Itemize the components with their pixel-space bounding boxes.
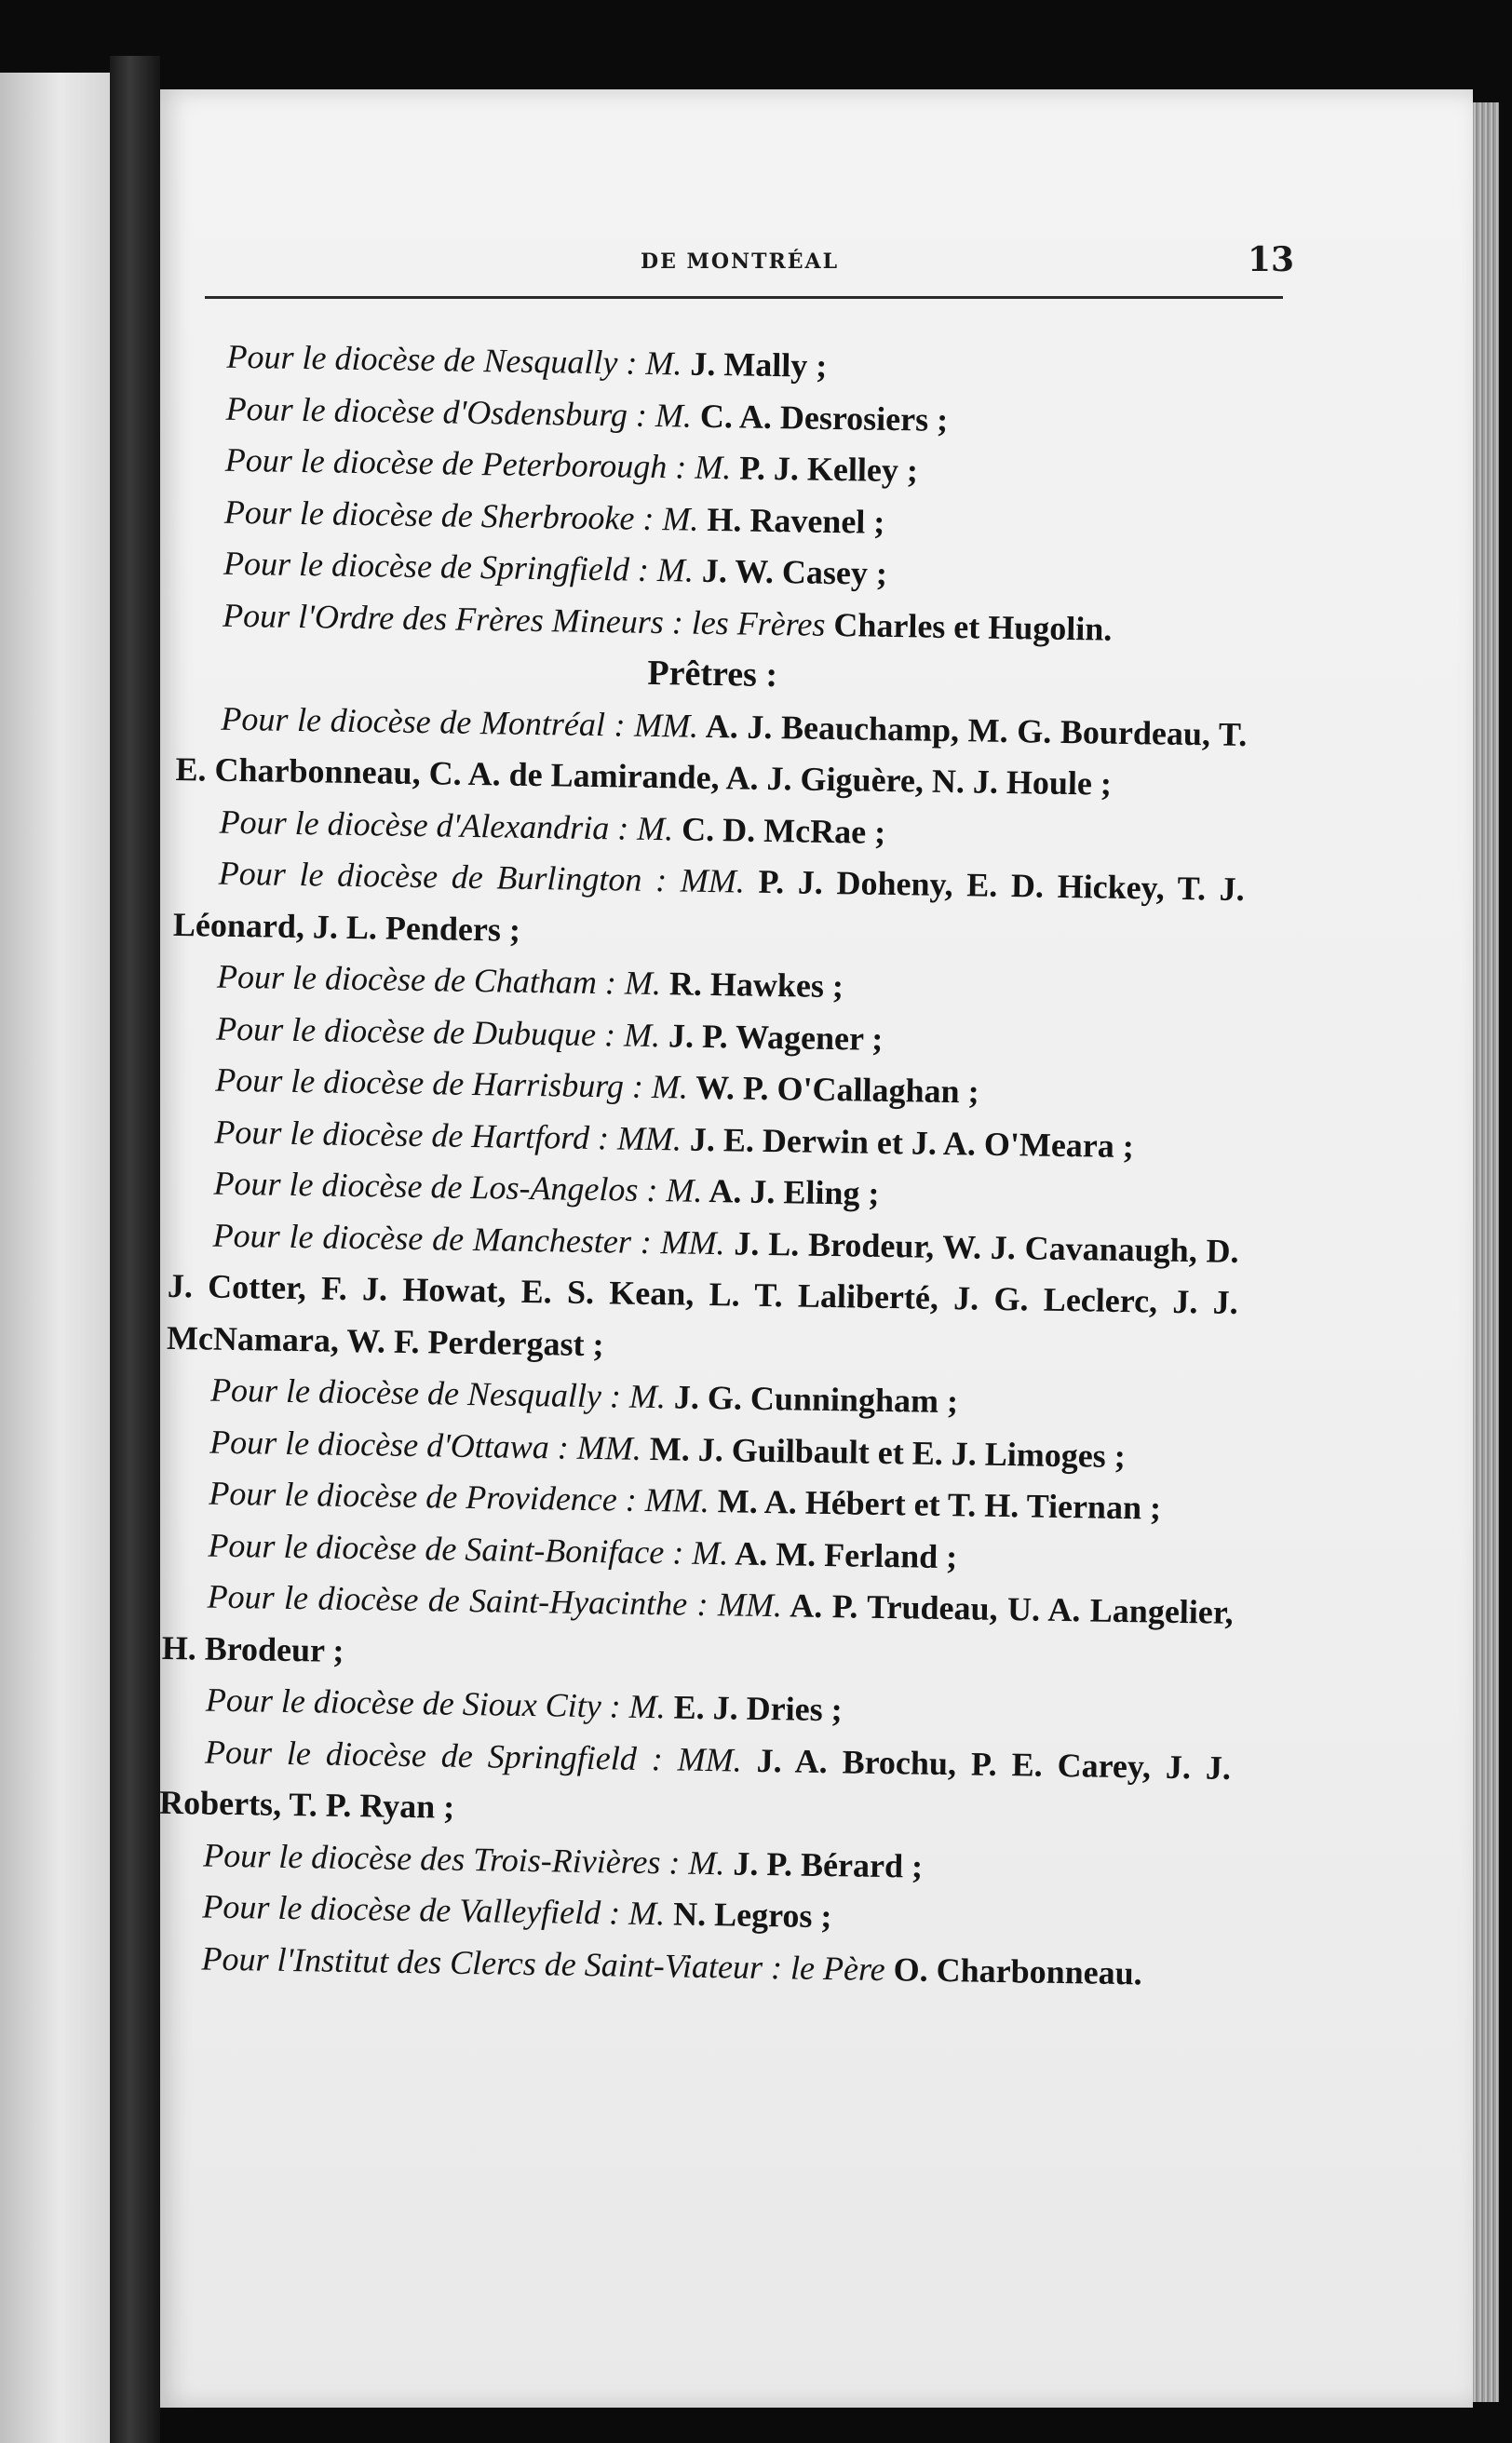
names: C. A. Desrosiers ;	[691, 397, 949, 439]
list-entry	[167, 1208, 1239, 1381]
page-fore-edge	[1473, 102, 1499, 2402]
diocese-label: Pour le diocèse de Providence : MM.	[209, 1474, 710, 1520]
diocese-label: Pour le diocèse de Los-Angelos : M.	[213, 1164, 703, 1209]
names: C. D. McRae ;	[672, 809, 886, 851]
names: N. Legros ;	[664, 1895, 832, 1936]
diocese-label: Pour le diocèse de Montréal : MM.	[221, 699, 699, 745]
diocese-label: Pour le diocèse de Sherbrooke : M.	[223, 493, 699, 538]
diocese-label: Pour le diocèse de Saint-Boniface : M.	[208, 1526, 729, 1572]
diocese-label: Pour le diocèse de Springfield : M.	[223, 544, 695, 589]
priests-list	[156, 692, 1248, 2000]
names: M. A. Hébert et T. H. Tiernan ;	[709, 1482, 1162, 1527]
diocese-label: Pour le diocèse d'Ottawa : MM.	[209, 1423, 642, 1467]
book-gutter	[110, 56, 160, 2443]
diocese-label: Pour le diocèse de Saint-Hyacinthe : MM.	[207, 1577, 783, 1625]
diocese-label: Pour le diocèse de Burlington : MM.	[218, 854, 746, 900]
names: R. Hawkes ;	[660, 965, 844, 1006]
list-entry	[175, 692, 1248, 812]
diocese-label: Pour le diocèse de Manchester : MM.	[212, 1216, 725, 1262]
diocese-label: Pour le diocèse de Nesqually : M.	[209, 1370, 667, 1416]
names: P. J. Doheny, E. D. Hickey, T. J. Léonard, J. L. Penders ;	[172, 862, 1246, 949]
page-number: 13	[1248, 240, 1295, 279]
names: A. J. Beauchamp, M. G. Bourdeau, T. E. Charbonneau, C. A. de Lamirande, A. J. Giguère, N. J. Houle ;	[175, 707, 1248, 803]
diocese-label: Pour l'Ordre des Frères Mineurs : les Frères	[222, 596, 826, 643]
names: J. W. Casey ;	[693, 551, 888, 592]
page-body	[156, 331, 1253, 2001]
names: J. L. Brodeur, W. J. Cavanaugh, D. J. Cotter, F. J. Howat, E. S. Kean, L. T. Laliberté, J. G. Leclerc, J. J. McNamara, W. F. Perdergast ;	[166, 1223, 1239, 1363]
names: E. J. Dries ;	[665, 1688, 843, 1729]
list-entry	[161, 1571, 1234, 1691]
list-entry	[159, 1725, 1232, 1845]
diocese-label: Pour le diocèse d'Alexandria : M.	[219, 803, 674, 847]
diocese-label: Pour le diocèse des Trois-Rivières : M.	[202, 1836, 725, 1882]
diocese-label: Pour le diocèse de Chatham : M.	[216, 957, 662, 1003]
names: W. P. O'Callaghan ;	[687, 1068, 979, 1111]
names: P. J. Kelley ;	[730, 449, 919, 490]
bishops-list	[178, 331, 1253, 657]
names: A. P. Trudeau, U. A. Langelier, H. Brodeur ;	[161, 1586, 1234, 1669]
diocese-label: Pour le diocèse de Hartford : MM.	[214, 1113, 682, 1158]
diocese-label: Pour le diocèse de Peterborough : M.	[224, 440, 732, 487]
section-heading: Prêtres :	[647, 653, 778, 695]
names: M. J. Guilbault et E. J. Limoges ;	[641, 1429, 1127, 1475]
names: A. M. Ferland ;	[727, 1533, 958, 1575]
header-rule	[205, 296, 1283, 299]
diocese-label: Pour le diocèse de Harrisburg : M.	[215, 1060, 689, 1106]
names: J. E. Derwin et J. A. O'Meara ;	[681, 1120, 1135, 1165]
names: J. Mally ;	[682, 344, 828, 385]
names: O. Charbonneau.	[884, 1950, 1143, 1991]
list-entry	[173, 847, 1246, 967]
names: J. P. Bérard ;	[724, 1843, 924, 1885]
running-head: DE MONTRÉAL	[641, 250, 840, 274]
names: J. P. Wagener ;	[659, 1016, 884, 1058]
diocese-label: Pour le diocèse de Nesqually : M.	[226, 337, 682, 383]
names: H. Ravenel ;	[698, 500, 885, 541]
facing-page-edge	[0, 73, 110, 2443]
names: J. G. Cunningham ;	[665, 1378, 959, 1421]
names: A. J. Eling ;	[702, 1171, 880, 1212]
diocese-label: Pour le diocèse de Sioux City : M.	[205, 1680, 667, 1726]
diocese-label: Pour le diocèse d'Osdensburg : M.	[225, 389, 693, 435]
diocese-label: Pour l'Institut des Clercs de Saint-Viateur : le Père	[201, 1939, 886, 1988]
diocese-label: Pour le diocèse de Valleyfield : M.	[202, 1887, 666, 1933]
diocese-label: Pour le diocèse de Springfield : MM.	[204, 1733, 743, 1779]
names: J. A. Brochu, P. E. Carey, J. J. Roberts, T. P. Ryan ;	[158, 1741, 1232, 1826]
diocese-label: Pour le diocèse de Dubuque : M.	[215, 1009, 661, 1054]
names: Charles et Hugolin.	[825, 605, 1113, 648]
